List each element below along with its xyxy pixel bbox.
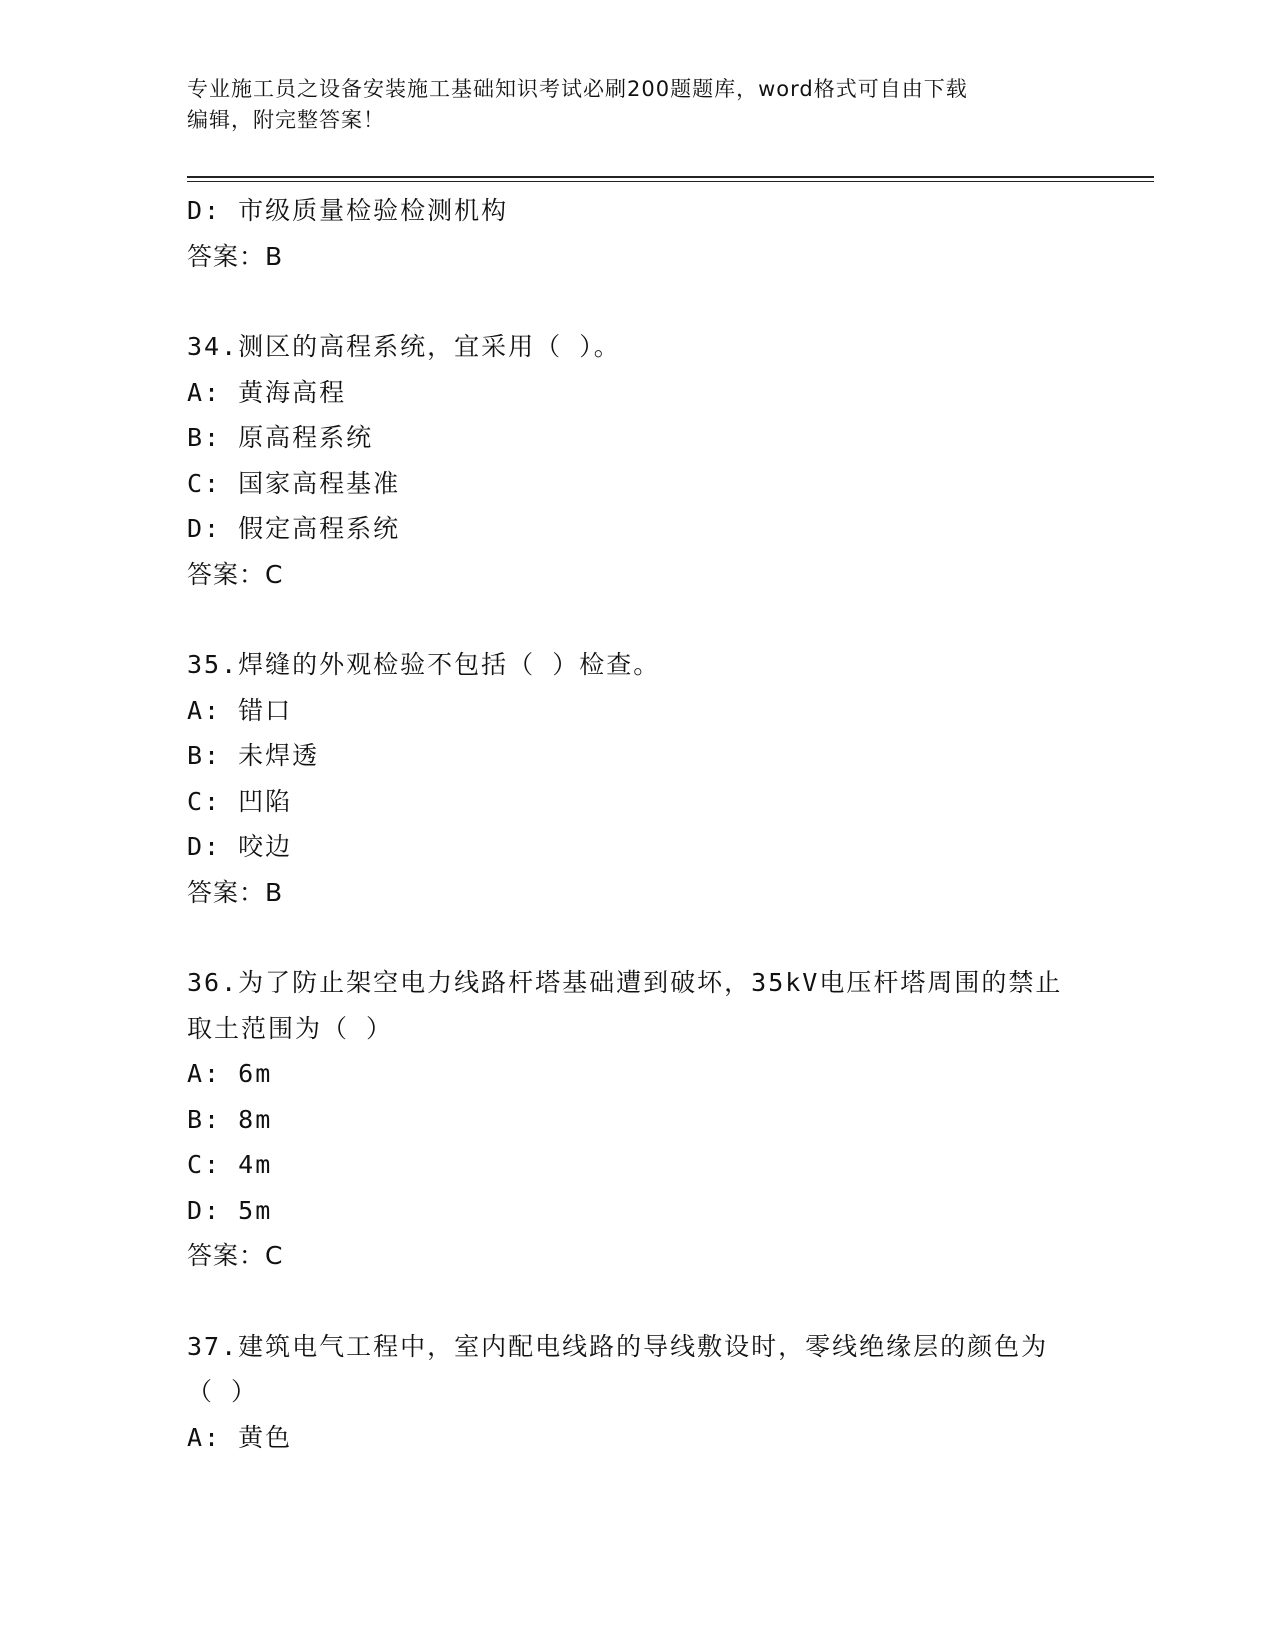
question-35 [187,642,1087,915]
header-divider-thick [187,176,1154,178]
option-a: A: 6m [187,1059,273,1088]
option-a: A: 错口 [187,695,293,725]
previous-question-tail [187,188,1087,279]
option-d: D: 假定高程系统 [187,514,401,543]
question-36 [187,960,1087,1279]
header-title-line-1: 专业施工员之设备安装施工基础知识考试必刷200题题库，word格式可自由下载 [187,77,968,101]
document-header [187,74,1067,136]
question-stem: 36.为了防止架空电力线路杆塔基础遭到破坏，35kV电压杆塔周围的禁止取土范围为（ ） [187,968,1063,1043]
option-d: D: 市级质量检验检测机构 [187,196,509,225]
spacer [187,279,1087,324]
question-stem: 37.建筑电气工程中，室内配电线路的导线敷设时，零线绝缘层的颜色为（ ） [187,1331,1049,1406]
question-list [187,188,1087,1460]
option-b: B: 8m [187,1104,273,1134]
question-stem: 35.焊缝的外观检验不包括（ ）检查。 [187,650,661,679]
option-c: C: 4m [187,1150,273,1179]
option-b: B: 未焊透 [187,741,320,770]
option-b: B: 原高程系统 [187,423,374,452]
option-a: A: 黄海高程 [187,377,347,407]
header-divider-thin [187,181,1154,182]
question-37 [187,1324,1087,1461]
option-c: C: 国家高程基准 [187,468,401,498]
answer-line: 答案：B [187,241,284,271]
answer-line: 答案：B [187,877,284,907]
question-34 [187,324,1087,597]
option-d: D: 5m [187,1195,273,1225]
option-d: D: 咬边 [187,832,293,861]
spacer [187,1279,1087,1324]
answer-line: 答案：C [187,559,284,589]
answer-line: 答案：C [187,1241,284,1270]
option-a: A: 黄色 [187,1422,293,1452]
spacer [187,915,1087,960]
question-stem: 34.测区的高程系统，宜采用（ ）。 [187,332,621,361]
option-c: C: 凹陷 [187,786,293,816]
header-title-line-2: 编辑，附完整答案！ [187,108,385,132]
spacer [187,597,1087,642]
